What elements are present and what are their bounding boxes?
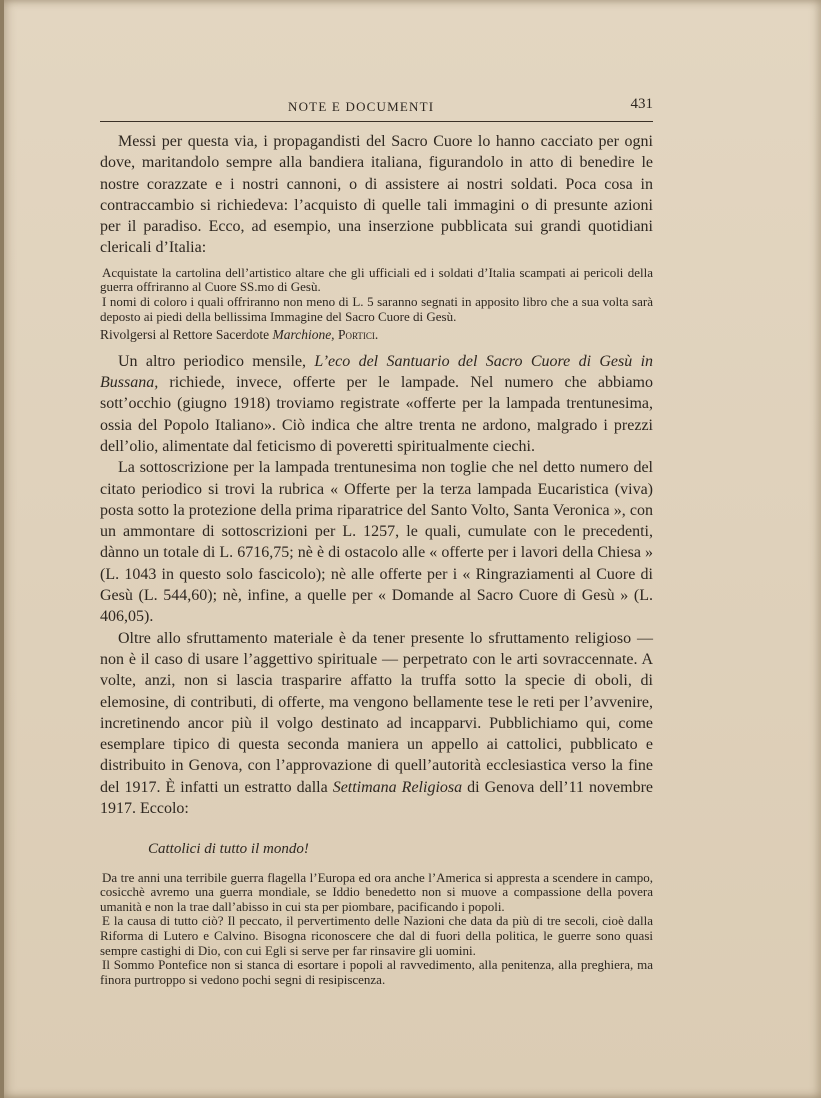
page-number: 431: [630, 96, 653, 112]
page-binding-edge: [0, 0, 4, 1098]
quote-line-1: Acquistate la cartolina dell’artistico altare che gli ufficiali ed i soldati d’Italia scampati ai pericoli della guerra offriranno al Cuore SS.mo di Gesù.: [100, 264, 653, 295]
settimana-title: Settimana Religiosa: [332, 778, 463, 796]
paragraph-1: Messi per questa via, i propagandisti del Sacro Cuore lo hanno cacciato per ogni dove, maritandolo sempre alla bandiera italiana, figurandolo in atto di benedire le nostre corazzate e i nostri cannoni, o di assistere ai nostri soldati. Poca cosa in contraccambio si richiedeva: l’acquisto di quelle tali immagini o di presunte azioni per il paradiso. Ecco, ad esempio, una inserzione pubblicata sui grandi quotidiani clericali d’Italia:: [100, 133, 653, 257]
appeal-title: Cattolici di tutto il mondo!: [148, 841, 309, 858]
paragraph-3: La sottoscrizione per la lampada trentunesima non toglie che nel detto numero del citato periodico si trovi la rubrica « Offerte per la terza lampada Eucaristica (viva) posta sotto la protezione della prima riparatrice del Santo Volto, Santa Veronica », con un ammontare di sottoscrizioni per L. 1257, le quali, cumulate con le precedenti, dànno un totale di L. 6716,75; nè è di ostacolo alle « offerte per i lavori della Chiesa » (L. 1043 in questo solo fascicolo); nè alle offerte per i « Ringraziamenti al Cuore di Gesù (L. 544,60); nè, infine, a quelle per « Domande al Sacro Cuore di Gesù » (L. 406,05).: [100, 459, 653, 626]
quote-signoff: [100, 328, 653, 343]
paragraph-4-pre: Oltre allo sfruttamento materiale è da tener presente lo sfruttamento religioso — non è il caso di usare l’aggettivo spirituale — perpetrato con le arti sovraccennate. A volte, anzi, non si lascia trasparire affatto la truffa sotto la specie di oboli, di elemosine, di contributi, di offerte, ma vengono bellamente tese le reti per l’avvenire, incretinendo ancor più il volgo destinato ad incapparvi. Pubblichiamo qui, come esemplare tipico di questa seconda maniera un appello ai cattolici, pubblicato e distribuito in Genova, con l’approvazione di quell’autorità ecclesiastica verso la fine del 1917. È infatti un estratto dalla: [100, 629, 653, 796]
paragraph-2-post: richiede, invece, offerte per le lampade. Nel numero che abbiamo sott’occhio (giugno 1918) troviamo registrate «offerte per la lampada trentunesima, ossia del Popolo Italiano». Ciò indica che altre trenta ne ardono, malgrado i prezzi dell’olio, alimentate dal feticismo di poveretti spiritualmente ciechi.: [100, 374, 654, 455]
signoff-name: Marchione,: [272, 327, 335, 343]
running-header: [100, 96, 653, 120]
advertisement-quote: [100, 266, 653, 343]
appeal-paragraph-1: Da tre anni una terribile guerra flagella l’Europa ed ora anche l’America si appresta a scendere in campo, cosicchè avremo una guerra mondiale, se Iddio benedetto non si muove a compassione della povera umanità e non la trae dall’abisso in cui sta per piombare, pacificando i popoli.: [100, 869, 653, 914]
paragraph-4-post: di Genova dell’11 novembre 1917. Eccolo:: [100, 778, 654, 817]
running-title: NOTE E DOCUMENTI: [288, 99, 435, 114]
appeal-text: [100, 871, 653, 988]
signoff-text: Rivolgersi al Rettore Sacerdote: [100, 327, 270, 343]
paragraph-4: [100, 628, 653, 820]
header-rule: [100, 121, 653, 122]
periodical-title: L’eco del Santuario del Sacro Cuore di Gesù in Bussana,: [100, 352, 654, 392]
quote-line-2: I nomi di coloro i quali offriranno non meno di L. 5 saranno segnati in apposito libro che a sua volta sarà deposto ai piedi della bellissima Immagine del Sacro Cuore di Gesù.: [100, 293, 653, 324]
body-text: [100, 131, 653, 987]
paragraph-2-pre: Un altro periodico mensile,: [118, 352, 307, 370]
signoff-place: Portici.: [337, 327, 379, 343]
appeal-paragraph-3: Il Sommo Pontefice non si stanca di esortare i popoli al ravvedimento, alla penitenza, alla preghiera, ma finora purtroppo si vedono pochi segni di resipiscenza.: [100, 957, 653, 987]
appeal-paragraph-2: E la causa di tutto ciò? Il peccato, il pervertimento delle Nazioni che data da più di tre secoli, cioè dalla Riforma di Lutero e Calvino. Bisogna riconoscere che dal di fuori della politica, le guerre sono quasi sempre castighi di Dio, con cui Egli si serve per far rinsavire gli uomini.: [100, 913, 653, 958]
paragraph-2: [100, 351, 653, 457]
